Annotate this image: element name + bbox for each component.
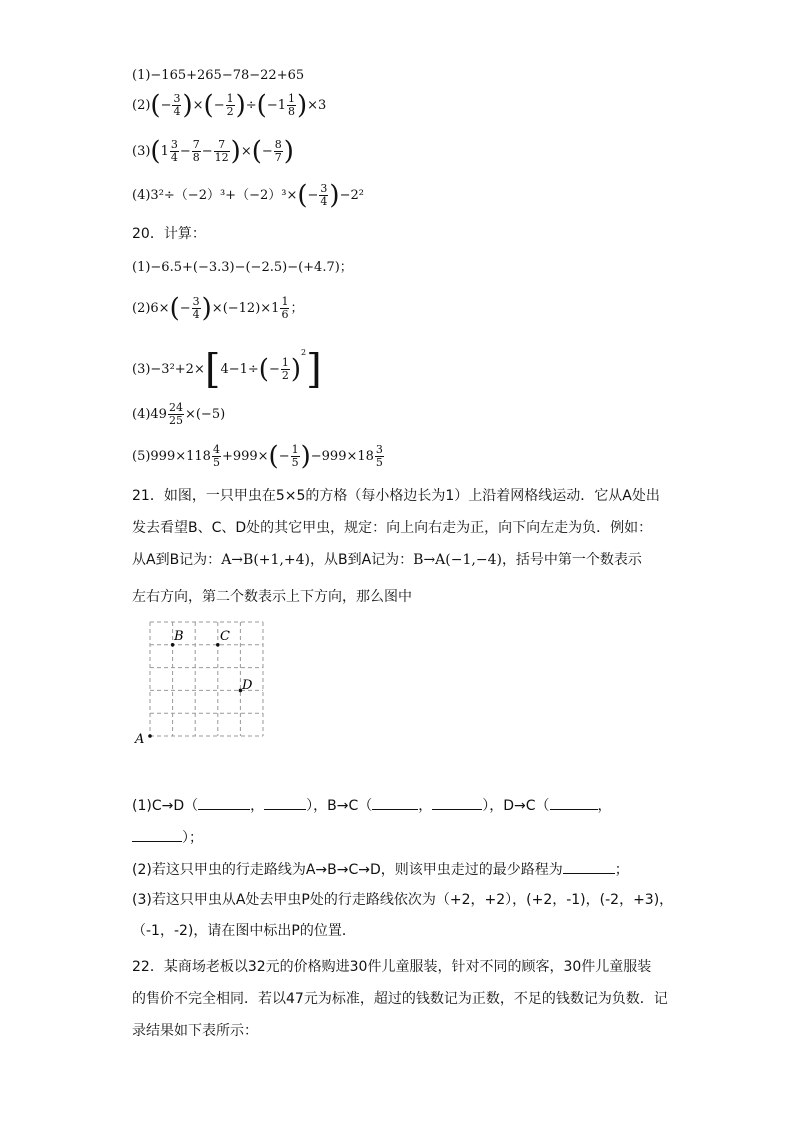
p19-part3: (3)(1 $\frac{3}{4}$ − $\frac{7}{8}$ − $\frac{7}{12}$ )×(− $\frac{8}{7}$ ) — [132, 136, 294, 167]
answer-blank[interactable] — [550, 797, 598, 810]
p22-line3: 录结果如下表所示： — [132, 1023, 258, 1039]
label-d: D — [242, 678, 253, 693]
p21-line4: 左右方向，第二个数表示上下方向，那么图中 — [132, 589, 412, 605]
p21-line1: 21．如图，一只甲虫在5×5的方格（每小格边长为1）上沿着网格线运动．它从A处出 — [132, 488, 660, 504]
p20-part5: (5)999×118 $\frac{4}{5}$ +999×(− $\frac{1}{5}$ )−999×18 $\frac{3}{5}$ — [132, 441, 383, 472]
p20-part1: (1)−6.5+(−3.3)−(−2.5)−(+4.7)； — [132, 260, 353, 275]
answer-blank[interactable] — [198, 797, 250, 810]
p21-q1-cont: ）； — [132, 828, 664, 848]
point-a — [148, 734, 152, 738]
beetle-grid-figure — [130, 615, 270, 750]
p21-line2: 发去看望B、C、D处的其它甲虫，规定：向上向右走为正，向下向左走为负．例如： — [132, 520, 653, 536]
p20-title: 20．计算： — [132, 226, 206, 242]
p21-line3: 从A到B记为：A→B(+1,+4)，从B到A记为：B→A(−1,−4)，括号中第一个数表示 — [132, 552, 642, 568]
p20-part4: (4)49 $\frac{24}{25}$ ×(−5) — [132, 401, 226, 427]
p20-part3: (3)−3²+2×[4−1÷(− $\frac{1}{2}$ )$^2$] — [132, 346, 322, 393]
p21-q1: (1)C→D（ ， ），B→C（ ， ），D→C（ ， — [132, 798, 612, 814]
answer-blank[interactable] — [132, 829, 182, 842]
label-c: C — [220, 629, 230, 644]
answer-blank[interactable] — [264, 797, 306, 810]
label-a: A — [135, 732, 145, 747]
answer-blank[interactable] — [372, 797, 418, 810]
answer-blank[interactable] — [563, 861, 615, 874]
p19-part1: (1)−165+265−78−22+65 — [132, 68, 305, 83]
answer-blank[interactable] — [432, 797, 482, 810]
p19-part4: (4)3²÷（−2）³+（−2）³×(− $\frac{3}{4}$ )−2² — [132, 180, 364, 211]
p20-part2: (2)6×(− $\frac{3}{4}$ )×(−12)×1 $\frac{1}{6}$ ； — [132, 293, 304, 324]
p19-part2: (2)(− $\frac{3}{4}$ )×(− $\frac{1}{2}$ )÷(−1 $\frac{1}{8}$ )×3 — [132, 90, 327, 121]
p22-line1: 22．某商场老板以32元的价格购进30件儿童服装，针对不同的顾客，30件儿童服装 — [132, 959, 652, 975]
p22-line2: 的售价不完全相同．若以47元为标准，超过的钱数记为正数，不足的钱数记为负数．记 — [132, 991, 668, 1007]
p21-q3-line2: （-1，-2)，请在图中标出P的位置． — [132, 923, 356, 939]
label-b: B — [174, 629, 184, 644]
p21-q3-line1: (3)若这只甲虫从A处去甲虫P处的行走路线依次为（+2，+2），(+2，-1)，(-2，+3)， — [132, 892, 674, 908]
p21-q2: (2)若这只甲虫的行走路线为A→B→C→D，则该甲虫走过的最少路程为 ； — [132, 862, 629, 878]
